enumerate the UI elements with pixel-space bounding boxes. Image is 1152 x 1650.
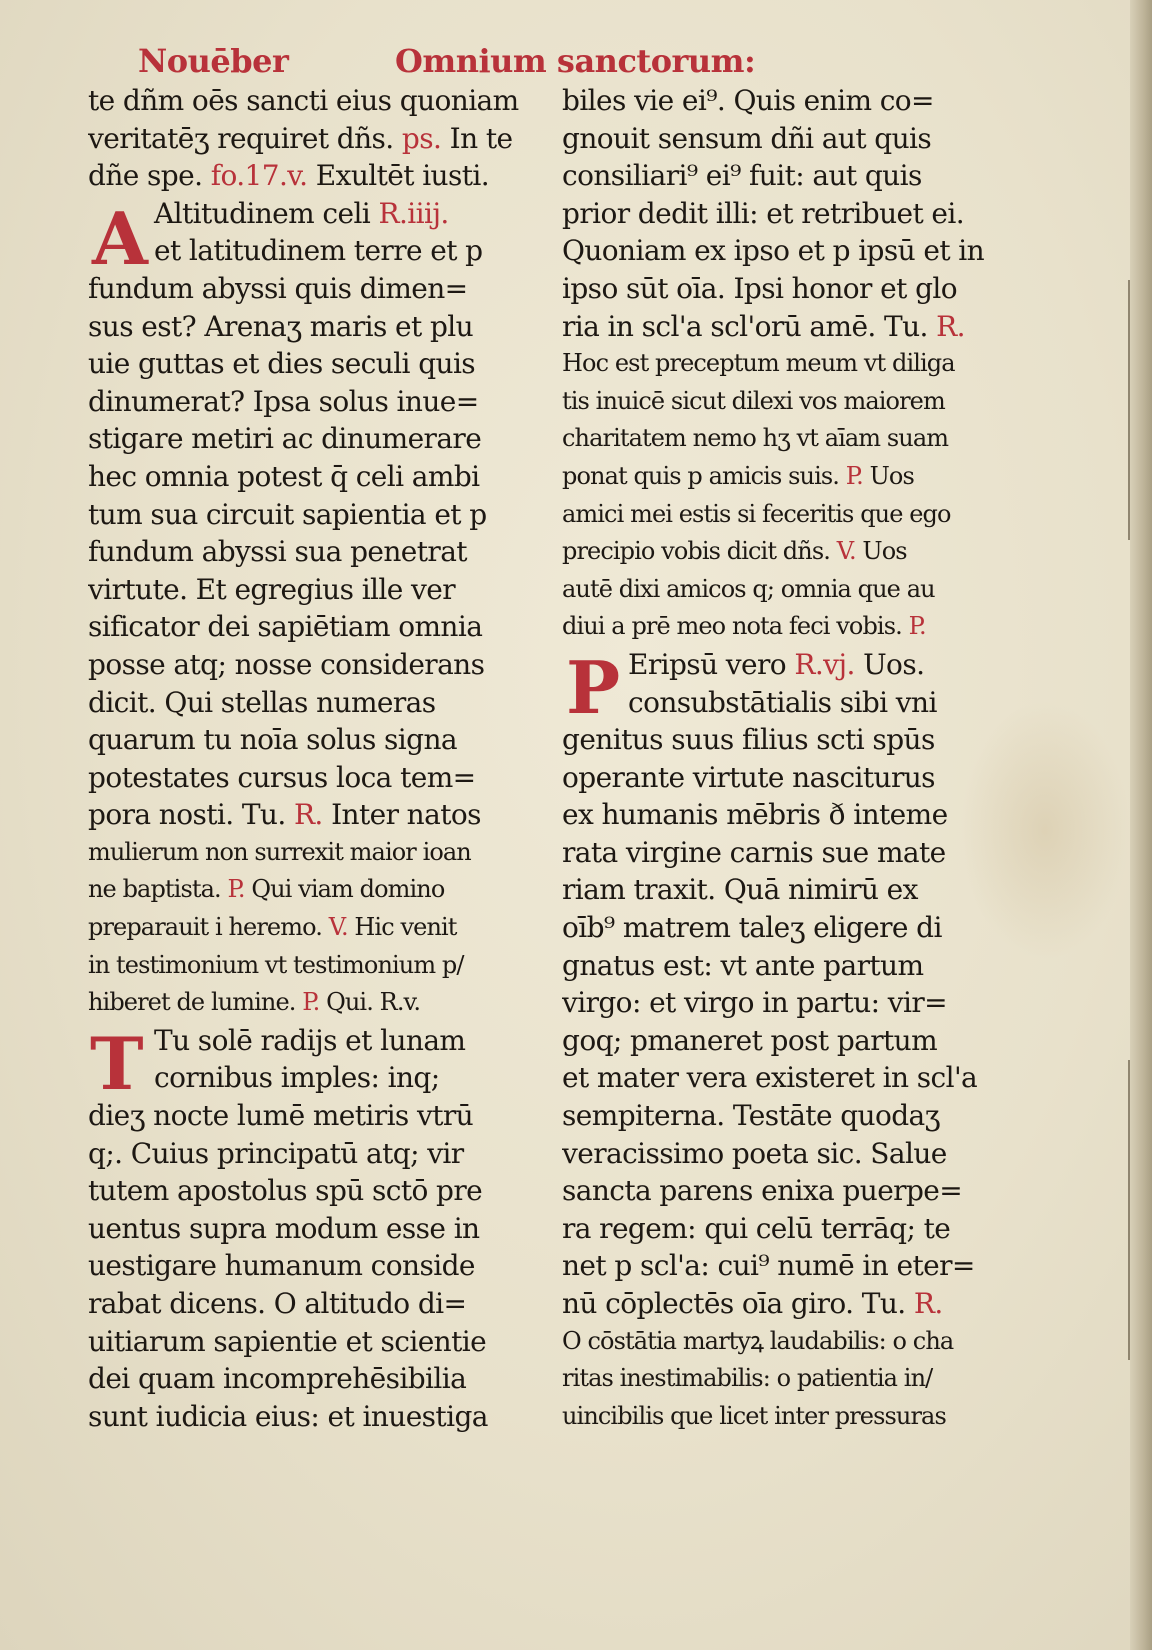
text-line (562, 1323, 1010, 1361)
line-text: ra regem: qui celū terrāq; te (562, 1211, 951, 1245)
margin-rule (1128, 1060, 1130, 1360)
line-text: ex humanis mēbris ð inteme (562, 798, 948, 832)
text-line (88, 1022, 536, 1060)
rubric-mark: P. (302, 988, 320, 1017)
line-text: genitus suus filius scti spūs (562, 723, 935, 757)
rubric-mark: R. (293, 798, 323, 832)
line-text: gnouit sensum dñi aut quis (562, 121, 932, 155)
text-line (562, 947, 1010, 985)
line-text: sificator dei sapiētiam omnia (88, 610, 483, 644)
line-text: tis inuicē sicut dilexi vos maiorem (562, 386, 945, 415)
text-line (88, 646, 536, 684)
text-line (88, 82, 536, 120)
line-text-after-rubric: In te (449, 121, 513, 155)
line-text: pora nosti. Tu. (88, 798, 286, 832)
text-line (88, 1172, 536, 1210)
line-text: sempiterna. Testāte quodaʒ (562, 1099, 940, 1133)
line-text: tum sua circuit sapientia et p (88, 497, 487, 531)
line-text: mulierum non surrexit maior ioan (88, 837, 471, 866)
text-line (88, 496, 536, 534)
line-text: dinumerat? Ipsa solus inue= (88, 384, 479, 418)
text-line (88, 383, 536, 421)
text-line (562, 721, 1010, 759)
line-text: posse atq; nosse considerans (88, 647, 485, 681)
text-line (88, 270, 536, 308)
text-line (562, 871, 1010, 909)
rubric-mark: R. (936, 309, 965, 343)
line-text-after-rubric: Qui viam domino (251, 875, 445, 904)
text-line (562, 345, 1010, 383)
rubric-mark: fo.17.v. (210, 159, 308, 193)
line-text-after-rubric: Inter natos (331, 798, 481, 832)
line-text: rata virgine carnis sue mate (562, 835, 946, 869)
text-line (88, 308, 536, 346)
line-text: et mater vera existeret in scl'a (562, 1061, 978, 1095)
text-line (562, 646, 1010, 684)
text-line (88, 684, 536, 722)
line-text-after-rubric: Qui. R.v. (326, 988, 421, 1017)
text-line (562, 270, 1010, 308)
text-line (88, 721, 536, 759)
text-line (562, 533, 1010, 571)
text-line (88, 120, 536, 158)
text-line (562, 1360, 1010, 1398)
line-text: sus est? Arenaʒ maris et plu (88, 309, 474, 343)
line-text: hiberet de lumine. (88, 988, 296, 1017)
line-text: Altitudinem celi (154, 196, 371, 230)
line-text: net p scl'a: cui⁹ numē in eter= (562, 1249, 975, 1283)
text-line (88, 1285, 536, 1323)
text-line (88, 608, 536, 646)
line-text: consiliari⁹ ei⁹ fuit: aut quis (562, 159, 922, 193)
text-line (88, 871, 536, 909)
rubric-mark: ps. (401, 121, 442, 155)
line-text: nū cōplectēs oīa giro. Tu. (562, 1287, 906, 1320)
text-line (88, 796, 536, 834)
header-month: Nouēber (138, 42, 289, 80)
line-text: Eripsū vero (628, 647, 787, 681)
text-line (562, 120, 1010, 158)
line-text: sunt iudicia eius: et inuestiga (88, 1399, 488, 1433)
line-text: uestigare humanum conside (88, 1249, 475, 1283)
line-text: ria in scl'a scl'orū amē. Tu. (562, 309, 928, 343)
text-line (562, 1097, 1010, 1135)
left-column (88, 82, 536, 1435)
text-line (88, 345, 536, 383)
line-text: autē dixi amicos q; omnia que au (562, 574, 935, 603)
line-text: rabat dicens. O altitudo di= (88, 1287, 467, 1320)
line-text: uincibilis que licet inter pressuras (562, 1401, 946, 1430)
text-line (88, 1398, 536, 1436)
line-text: fundum abyssi quis dimen= (88, 271, 468, 305)
text-line (562, 1210, 1010, 1248)
text-line (562, 82, 1010, 120)
text-line (562, 1398, 1010, 1436)
line-text: virtute. Et egregius ille ver (88, 572, 455, 606)
text-line (88, 947, 536, 985)
line-text: precipio vobis dicit dñs. (562, 537, 830, 566)
text-line (88, 195, 536, 233)
rubric-mark: V. (836, 537, 856, 566)
line-text: Quoniam ex ipso et p ipsū et in (562, 234, 985, 268)
text-line (562, 1059, 1010, 1097)
margin-rule (1128, 280, 1130, 540)
line-text: gnatus est: vt ante partum (562, 948, 924, 982)
header-feast: Omnium sanctorum: (395, 42, 756, 80)
line-text: dei quam incomprehēsibilia (88, 1362, 467, 1396)
text-line (88, 1097, 536, 1135)
line-text: hec omnia potest q̄ celi ambi (88, 459, 480, 493)
text-line (88, 1059, 536, 1097)
line-text: biles vie ei⁹. Quis enim co= (562, 84, 934, 117)
text-line (562, 608, 1010, 646)
line-text: diui a prē meo nota feci vobis. (562, 612, 902, 641)
line-text: preparauit i heremo. (88, 913, 322, 942)
line-text-after-rubric: Exultēt iusti. (315, 159, 490, 193)
line-text-after-rubric: Hic venit (354, 913, 457, 942)
text-line (88, 420, 536, 458)
line-text-after-rubric: Uos. (863, 647, 925, 681)
line-text: ne baptista. (88, 875, 221, 904)
text-line (562, 1285, 1010, 1323)
line-text: goq; pmaneret post partum (562, 1023, 938, 1057)
line-text: veracissimo poeta sic. Salue (562, 1136, 947, 1170)
text-line (562, 232, 1010, 270)
line-text: dicit. Qui stellas numeras (88, 685, 436, 719)
text-line (562, 684, 1010, 722)
line-text: operante virtute nasciturus (562, 760, 935, 794)
line-text: ponat quis p amicis suis. (562, 461, 839, 490)
line-text: riam traxit. Quā nimirū ex (562, 873, 918, 907)
text-line (562, 834, 1010, 872)
text-line (88, 984, 536, 1022)
text-line (562, 1247, 1010, 1285)
text-line (88, 1210, 536, 1248)
initial-a: A (92, 196, 148, 281)
line-text-after-rubric: Uos (869, 461, 914, 490)
text-line (88, 1247, 536, 1285)
text-line (88, 232, 536, 270)
rubric-mark: R.iiij. (378, 196, 449, 230)
line-text: cornibus imples: inq; (154, 1061, 440, 1095)
line-text: potestates cursus loca tem= (88, 760, 476, 794)
text-line (562, 571, 1010, 609)
line-text: uitiarum sapientie et scientie (88, 1324, 487, 1358)
line-text: q;. Cuius principatū atq; vir (88, 1136, 464, 1170)
text-line (88, 533, 536, 571)
rubric-mark: V. (328, 913, 348, 942)
text-line (88, 759, 536, 797)
text-line (562, 796, 1010, 834)
line-text: oīb⁹ matrem taleʒ eligere di (562, 911, 942, 945)
text-line (562, 383, 1010, 421)
line-text: ritas inestimabilis: o patientia in/ (562, 1364, 933, 1393)
line-text: et latitudinem terre et p (154, 234, 483, 268)
line-text: Tu solē radijs et lunam (154, 1023, 466, 1057)
right-column (562, 82, 1010, 1435)
text-line (562, 1135, 1010, 1173)
rubric-mark: P. (227, 875, 245, 904)
text-line (88, 1323, 536, 1361)
text-line (562, 1172, 1010, 1210)
text-line (562, 496, 1010, 534)
text-line (562, 195, 1010, 233)
line-text: dieʒ nocte lumē metiris vtrū (88, 1099, 474, 1133)
text-line (88, 1360, 536, 1398)
line-text: tutem apostolus spū sctō pre (88, 1174, 483, 1208)
text-line (88, 458, 536, 496)
line-text: uentus supra modum esse in (88, 1211, 480, 1245)
line-text: stigare metiri ac dinumerare (88, 422, 482, 456)
line-text: te dñm oēs sancti eius quoniam (88, 84, 519, 117)
text-line (562, 420, 1010, 458)
text-line (88, 834, 536, 872)
page-gutter (1130, 0, 1152, 1650)
text-line (562, 909, 1010, 947)
line-text: sancta parens enixa puerpe= (562, 1174, 963, 1208)
line-text: fundum abyssi sua penetrat (88, 535, 467, 569)
line-text: veritatēʒ requiret dñs. (88, 121, 394, 155)
line-text-after-rubric: Uos (862, 537, 907, 566)
line-text: uie guttas et dies seculi quis (88, 347, 476, 381)
initial-t: T (90, 1021, 144, 1106)
rubric-mark: P. (845, 461, 863, 490)
text-line (88, 909, 536, 947)
line-text: Hoc est preceptum meum vt diliga (562, 349, 955, 378)
line-text: O cōstātia martyꝝ laudabilis: o cha (562, 1326, 954, 1355)
text-line (88, 1135, 536, 1173)
rubric-mark: R.vj. (794, 647, 855, 681)
text-line (88, 571, 536, 609)
text-line (562, 157, 1010, 195)
line-text: virgo: et virgo in partu: vir= (562, 986, 947, 1020)
line-text: dñe spe. (88, 159, 203, 193)
text-line (562, 984, 1010, 1022)
line-text: amici mei estis si feceritis que ego (562, 499, 951, 528)
rubric-mark: P. (908, 612, 926, 641)
text-line (562, 1022, 1010, 1060)
line-text: ipso sūt oīa. Ipsi honor et glo (562, 271, 958, 305)
line-text: consubstātialis sibi vni (628, 685, 937, 719)
rubric-mark: R. (913, 1287, 943, 1320)
text-line (88, 157, 536, 195)
initial-p: P (566, 645, 621, 730)
text-line (562, 759, 1010, 797)
line-text: in testimonium vt testimonium p/ (88, 950, 464, 979)
text-line (562, 308, 1010, 346)
line-text: prior dedit illi: et retribuet ei. (562, 196, 965, 230)
line-text: quarum tu noīa solus signa (88, 723, 458, 757)
line-text: charitatem nemo hʒ vt aīam suam (562, 424, 949, 453)
text-line (562, 458, 1010, 496)
